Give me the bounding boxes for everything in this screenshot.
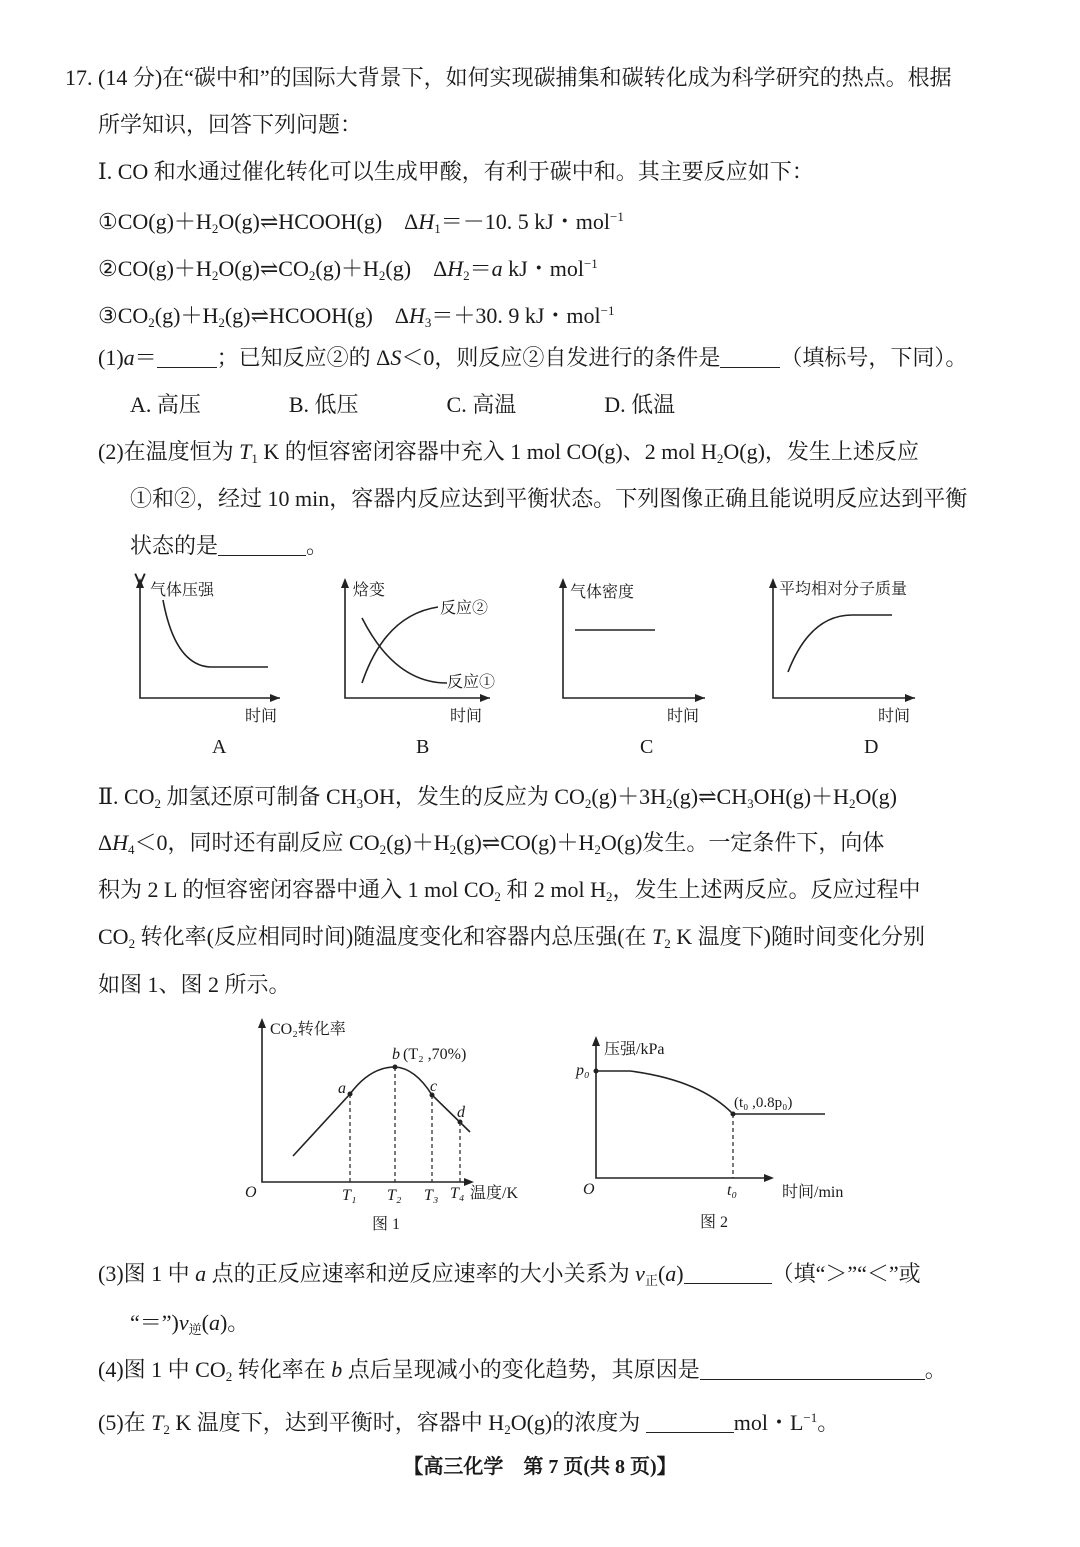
fig1-tick-t3: T₃	[424, 1187, 439, 1204]
script-text: 3	[424, 315, 432, 330]
fig2-p0: p₀	[576, 1062, 590, 1079]
math-variable: H	[112, 830, 129, 855]
script-text: 2	[378, 268, 386, 283]
script-text: 2	[148, 315, 155, 330]
text-segment: O(g)，发生上述反应	[723, 439, 919, 464]
text-segment: 。	[924, 1357, 947, 1382]
text-segment: ②CO(g)＋H	[98, 256, 212, 281]
text-segment: 。	[306, 533, 329, 558]
text-segment: 状态的是	[130, 533, 219, 558]
text-segment: (	[201, 1310, 209, 1335]
text-segment: K 温度下)随时间变化分别	[670, 924, 926, 949]
fig1-tick-t4: T₄	[450, 1185, 465, 1202]
text-segment: kJ・mol	[502, 256, 584, 281]
axis-arrows	[136, 578, 915, 1186]
text-segment: （填标号，下同）。	[780, 345, 968, 370]
script-text: 2	[606, 889, 613, 904]
math-variable: a	[665, 1261, 677, 1286]
math-variable: T	[652, 924, 665, 949]
text-segment: 。	[817, 1410, 840, 1435]
text-segment: K 的恒容密闭容器中充入 1 mol CO(g)、2 mol H	[257, 439, 717, 464]
math-variable: v	[635, 1261, 645, 1286]
graph-a-curve	[163, 600, 268, 667]
math-variable: S	[390, 345, 402, 370]
script-text: 2	[665, 796, 673, 811]
script-text: −1	[583, 256, 598, 271]
graph-b-ylabel: 焓变	[353, 582, 386, 599]
graph-c-xlabel: 时间	[667, 708, 700, 725]
text-segment: 积为 2 L 的恒容密闭容器中通入 1 mol CO	[98, 877, 495, 902]
text-segment: Ⅱ. CO	[98, 784, 155, 809]
fig1-curve	[293, 1067, 470, 1156]
script-text: 2	[211, 268, 219, 283]
text-segment: O(g)发生。一定条件下，向体	[600, 830, 885, 855]
fig1-point-d: d	[457, 1104, 465, 1121]
text-segment: A. 高压 B. 低压 C. 高温 D. 低温	[130, 392, 676, 417]
graph-b-curve1-label: 反应①	[447, 674, 496, 691]
math-variable: a	[491, 256, 503, 281]
text-segment: (g) Δ	[385, 256, 448, 281]
math-variable: H	[447, 256, 464, 281]
script-text: 3	[356, 796, 364, 811]
script-text: 2	[463, 268, 470, 283]
math-variable: v	[178, 1310, 189, 1335]
script-text: 2	[211, 221, 219, 236]
script-text: 3	[747, 796, 754, 811]
text-segment: （填“＞”“＜”或	[771, 1261, 921, 1286]
script-text: 2	[584, 796, 592, 811]
fig2-origin: O	[583, 1181, 595, 1198]
fig1-dashes	[350, 1067, 460, 1182]
text-segment: Δ	[98, 830, 113, 855]
graph-c-ylabel: 气体密度	[570, 584, 635, 601]
text-segment: ＜0，则反应②自发进行的条件是	[401, 345, 721, 370]
text-segment: )。	[219, 1310, 250, 1335]
text-segment: OH，发生的反应为 CO	[363, 784, 585, 809]
text-segment: 转化率(反应相同时间)随温度变化和容器内总压强(在	[135, 924, 653, 949]
text-segment: OH(g)＋H	[753, 784, 849, 809]
text-segment: (g)＋3H	[591, 784, 666, 809]
text-segment: ；已知反应②的 Δ	[216, 345, 391, 370]
math-variable: T	[239, 439, 252, 464]
graph-b-curve-2	[362, 607, 438, 683]
fig1-ylabel: CO₂转化率	[270, 1021, 346, 1038]
text-segment: O(g)的浓度为	[510, 1410, 646, 1435]
fig1-point-c: c	[430, 1078, 438, 1095]
text-segment: (g)＋H	[315, 256, 379, 281]
math-variable: H	[408, 303, 425, 328]
math-variable: H	[418, 209, 435, 234]
script-text: −1	[610, 209, 624, 224]
text-segment: (4)图 1 中 CO	[98, 1357, 226, 1382]
text-segment: ＝	[469, 256, 492, 281]
math-variable: a	[208, 1310, 220, 1335]
graph-d-xlabel: 时间	[878, 708, 911, 725]
text-segment: (g)＋H	[154, 303, 219, 328]
graph-b-curve2-label: 反应②	[440, 600, 489, 617]
text-segment: 点后呈现减小的变化趋势，其原因是	[342, 1357, 700, 1382]
text-segment: (2)在温度恒为	[98, 439, 240, 464]
text-segment: Ⅰ. CO 和水通过催化转化可以生成甲酸，有利于碳中和。其主要反应如下：	[98, 159, 814, 184]
graph-a-xlabel: 时间	[245, 708, 278, 725]
fig2-caption: 图 2	[700, 1214, 729, 1231]
option-b-caption: B	[416, 736, 430, 758]
text-segment: ，发生上述两反应。反应过程中	[612, 877, 921, 902]
text-segment: (1)	[98, 345, 124, 370]
script-text: 2	[716, 451, 724, 466]
text-segment: 加氢还原可制备 CH	[161, 784, 357, 809]
text-segment: ①CO(g)＋H	[98, 209, 212, 234]
text-segment: (g)＋H	[386, 830, 450, 855]
script-text: 2	[449, 842, 457, 857]
script-text: 2	[154, 796, 162, 811]
text-segment: 转化率在	[232, 1357, 332, 1382]
fig2-ylabel: 压强/kPa	[604, 1041, 665, 1058]
script-text: 2	[308, 268, 316, 283]
script-text: 2	[504, 1422, 511, 1437]
script-text: 2	[128, 936, 136, 951]
text-segment: (	[657, 1261, 666, 1286]
text-segment: CO	[98, 924, 129, 949]
text-segment: 17. (14 分)在“碳中和”的国际大背景下，如何实现碳捕集和碳转化成为科学研究的热点。根据	[65, 65, 952, 90]
option-c-caption: C	[640, 736, 654, 758]
script-text: 2	[163, 1422, 170, 1437]
graph-d-ylabel: 平均相对分子质量	[779, 581, 908, 598]
script-text: 1	[251, 451, 258, 466]
script-text: 2	[664, 936, 671, 951]
text-segment: 如图 1、图 2 所示。	[98, 972, 291, 997]
fig1-point-a: a	[338, 1080, 346, 1097]
text-segment: mol・L	[733, 1410, 804, 1435]
script-text: 4	[128, 842, 135, 857]
script-text: 2	[494, 889, 501, 904]
script-text: 2	[218, 315, 225, 330]
option-d-caption: D	[864, 736, 879, 758]
fig2-point-label: (t₀ ,0.8p₀)	[734, 1095, 793, 1111]
fig1-point-b-label: (T₂ ,70%)	[403, 1046, 467, 1063]
fig1-origin: O	[245, 1184, 257, 1201]
text-segment: O(g)⇌HCOOH(g) Δ	[218, 209, 419, 234]
text-segment: O(g)⇌CO	[218, 256, 309, 281]
fig1-caption: 图 1	[372, 1216, 401, 1233]
math-variable: b	[331, 1357, 343, 1382]
math-variable: a	[123, 345, 135, 370]
text-segment: (g)⇌HCOOH(g) Δ	[224, 303, 409, 328]
script-text: 2	[848, 796, 856, 811]
text-segment: “＝”)	[130, 1310, 179, 1335]
fig2-t0: t₀	[727, 1182, 738, 1199]
graph-b-xlabel: 时间	[450, 708, 483, 725]
text-segment: ＝＋30. 9 kJ・mol	[431, 303, 601, 328]
text-segment: ③CO	[98, 303, 149, 328]
script-text: 正	[644, 1273, 658, 1288]
script-text: −1	[600, 303, 615, 318]
fig1-xlabel: 温度/K	[470, 1185, 519, 1202]
text-segment: (g)⇌CH	[672, 784, 748, 809]
option-a-caption: A	[212, 736, 227, 758]
text-segment: ＝－10. 5 kJ・mol	[440, 209, 611, 234]
fig2-xlabel: 时间/min	[782, 1184, 844, 1201]
math-variable: a	[195, 1261, 207, 1286]
text-segment: ①和②，经过 10 min，容器内反应达到平衡状态。下列图像正确且能说明反应达到平衡	[130, 486, 968, 511]
script-text: 2	[379, 842, 387, 857]
script-text: −1	[803, 1410, 818, 1425]
text-segment: 和 2 mol H	[500, 877, 607, 902]
script-text: 2	[225, 1369, 233, 1384]
fig1-tick-t2: T₂	[387, 1187, 402, 1204]
text-segment: (3)图 1 中	[98, 1261, 196, 1286]
script-text: 1	[434, 221, 441, 236]
graph-b-curve-1	[362, 618, 447, 683]
text-segment: (5)在	[98, 1410, 152, 1435]
text-segment: K 温度下，达到平衡时，容器中 H	[169, 1410, 505, 1435]
script-text: 2	[594, 842, 601, 857]
text-segment: 点的正反应速率和逆反应速率的大小关系为	[206, 1261, 636, 1286]
page-footer: 【高三化学 第 7 页(共 8 页)】	[403, 1456, 677, 1478]
graph-a-ylabel: 气体压强	[150, 582, 215, 599]
text-segment: ＜0，同时还有副反应 CO	[134, 830, 380, 855]
graph-d-curve	[788, 615, 892, 672]
text-segment: )	[676, 1261, 684, 1286]
text-segment: 所学知识，回答下列问题：	[98, 112, 363, 137]
math-variable: T	[151, 1410, 164, 1435]
script-text: 逆	[188, 1322, 202, 1337]
fig1-point-b: b	[392, 1046, 400, 1063]
text-segment: (g)⇌CO(g)＋H	[456, 830, 595, 855]
text-segment: O(g)	[855, 784, 897, 809]
fig1-tick-t1: T₁	[342, 1187, 357, 1204]
text-segment: ＝	[134, 345, 157, 370]
